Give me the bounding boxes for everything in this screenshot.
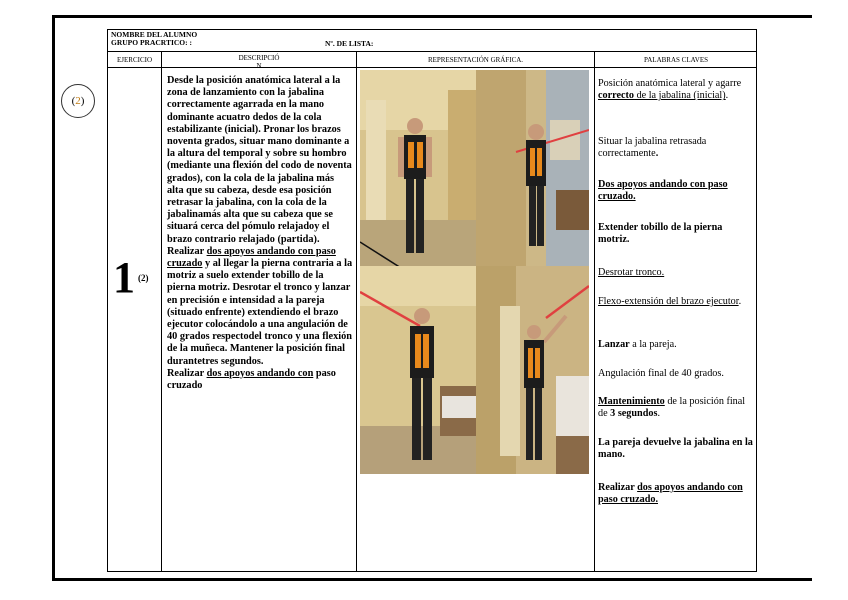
keyword-extend-ankle: Extender tobillo de la pierna motriz. bbox=[598, 222, 723, 246]
page-frame-left bbox=[52, 15, 55, 581]
exercise-description: Desde la posición anatómica lateral a la zona de lanzamiento con la jabalina correctamente agarrada en la mano dominante acuatro dedos de la cola estabilizante (inicial). Pronar los brazos noventa grados, situar mano dominante a la altura del temporal y sobre su hombro (mediante una flexión del codo de noventa grados), con la cola de la jabalina más alta que su cabeza, desde esa posición retrasar la jabalina, con la cola de la jabalinamás alta que su cabeza que se situará cerca del pómulo relajadoy el brazo contrario relajado (partida). Realizar dos apoyos andando con paso cruzado y al llegar la pierna contraria a la motriz a suelo extender tobillo de la pierna motriz. Desrotar el tronco y lanzar en precisión e intensidad a la pareja (situado enfrente) extendiendo el brazo ejecutor colocándolo a una angulación de 40 grados respectodel tronco y una flexión de la muñeca. Mantener la posición final durantetres segundos. Realizar dos apoyos andando con paso cruzado bbox=[167, 75, 353, 392]
column-header-graphic: REPRESENTACIÓN GRÁFICA. bbox=[427, 56, 524, 64]
keyword-derotate-trunk: Desrotar tronco. bbox=[598, 267, 665, 278]
photo-initial-position bbox=[360, 70, 476, 266]
keyword-final-angle: Angulación final de 40 grados. bbox=[598, 368, 724, 379]
keyword-repeat-cross-step: Realizar dos apoyos andando con paso cruzado. bbox=[598, 482, 743, 506]
exercise-group-badge: ( 2 ) bbox=[61, 84, 95, 118]
table-divider bbox=[356, 52, 357, 572]
keyword-cross-step: Dos apoyos andando con paso cruzado. bbox=[598, 179, 728, 203]
photo-release bbox=[476, 266, 589, 474]
table-divider bbox=[594, 52, 595, 572]
list-number-label: Nº. DE LISTA: bbox=[325, 39, 374, 48]
group-label: GRUPO PRACRTICO: : bbox=[111, 38, 192, 47]
table-divider bbox=[161, 52, 162, 572]
keyword-hold-position: Mantenimiento de la posición final de 3 segundos. bbox=[598, 396, 746, 420]
column-header-description: DESCRIPCIÓ N bbox=[238, 54, 280, 70]
page-frame-top bbox=[52, 15, 812, 18]
student-header bbox=[107, 29, 757, 52]
keyword-initial-grip: Posición anatómica lateral y agarre correcto de la jabalina (inicial). bbox=[598, 78, 742, 102]
photo-cross-step bbox=[360, 266, 476, 474]
keyword-arm-flex-extension: Flexo-extensión del brazo ejecutor. bbox=[598, 296, 742, 307]
keyword-retract-javelin: Situar la jabalina retrasada correctamente. bbox=[598, 136, 707, 160]
keyword-throw: Lanzar a la pareja. bbox=[598, 339, 677, 350]
photo-retracted-javelin bbox=[476, 70, 589, 266]
keyword-partner-returns: La pareja devuelve la jabalina en la mano. bbox=[598, 437, 753, 461]
exercise-number: 1 bbox=[113, 253, 135, 302]
exercise-sub-number: (2) bbox=[138, 273, 149, 283]
column-header-exercise: EJERCICIO bbox=[117, 56, 152, 64]
student-name-label: NOMBRE DEL ALUMNO bbox=[111, 30, 198, 39]
column-header-keywords: PALABRAS CLAVES bbox=[644, 56, 708, 64]
page-frame-bottom bbox=[52, 578, 812, 581]
